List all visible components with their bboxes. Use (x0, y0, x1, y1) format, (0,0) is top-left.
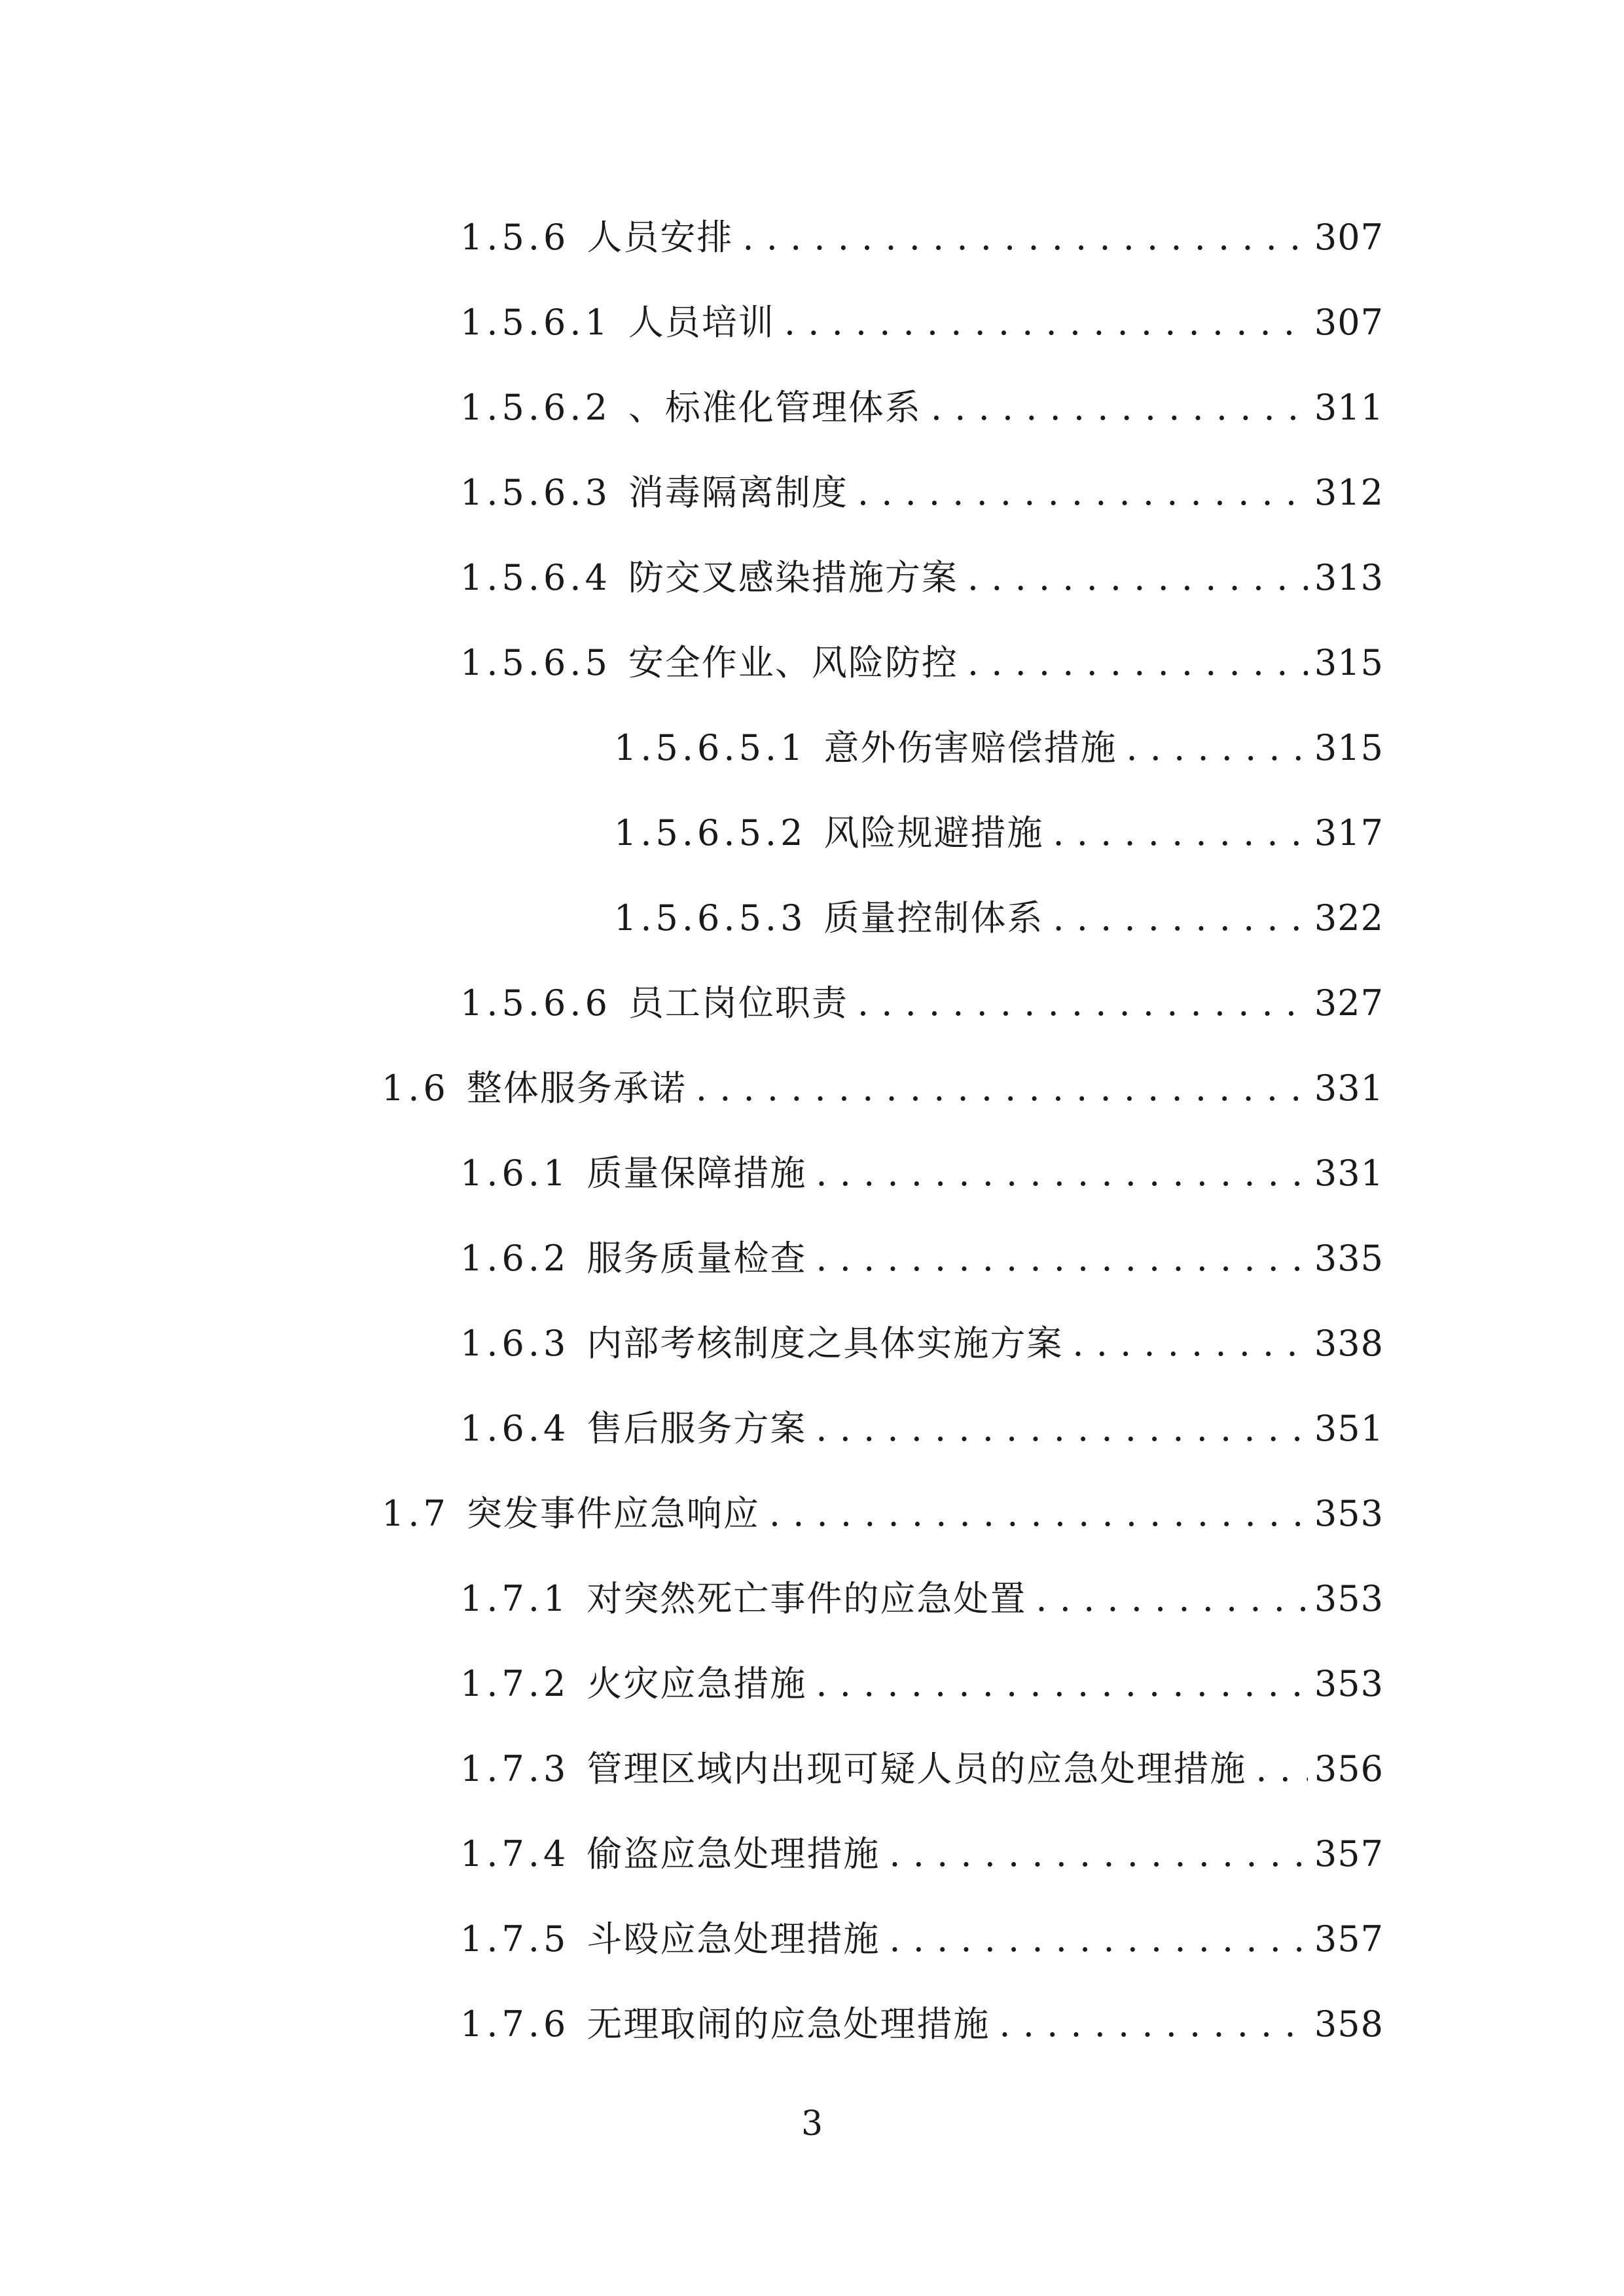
toc-entry-page: 315 (1314, 727, 1384, 768)
toc-entry-page: 358 (1314, 2003, 1384, 2045)
toc-entry[interactable] (614, 889, 1384, 948)
toc-entry-number: 1.5.6.1 (460, 302, 611, 343)
toc-entry-number: 1.7 (382, 1493, 450, 1534)
toc-entry[interactable] (460, 548, 1384, 607)
toc-entry-number: 1.5.6.2 (460, 387, 611, 428)
toc-entry[interactable] (460, 634, 1384, 692)
toc-dot-leader (967, 548, 1308, 607)
toc-entry-title: 管理区域内出现可疑人员的应急处理措施 (586, 1748, 1247, 1789)
toc-entry[interactable] (460, 1144, 1384, 1203)
toc-entry-page: 338 (1314, 1323, 1384, 1364)
toc-entry-page: 331 (1314, 1067, 1384, 1109)
toc-entry-number: 1.7.2 (460, 1663, 570, 1704)
toc-entry-number: 1.7.1 (460, 1578, 570, 1619)
toc-entry-number: 1.5.6.5.3 (614, 897, 807, 939)
toc-entry-title: 质量控制体系 (823, 897, 1044, 939)
toc-entry-page: 322 (1314, 897, 1384, 939)
toc-entry-number: 1.5.6 (460, 217, 570, 258)
toc-entry-page: 353 (1314, 1663, 1384, 1704)
toc-dot-leader (816, 1229, 1308, 1288)
toc-dot-leader (857, 463, 1308, 522)
toc-dot-leader (967, 634, 1308, 692)
toc-dot-leader (931, 378, 1308, 437)
toc-entry[interactable] (460, 1570, 1384, 1628)
toc-entry-number: 1.6.3 (460, 1323, 570, 1364)
toc-entry-title: 防交叉感染措施方案 (628, 557, 958, 598)
toc-entry[interactable] (382, 1484, 1384, 1543)
toc-entry-title: 人员安排 (586, 217, 734, 258)
toc-entry-number: 1.5.6.5 (460, 642, 611, 683)
toc-entry[interactable] (460, 293, 1384, 352)
toc-entry-title: 消毒隔离制度 (628, 472, 848, 513)
toc-entry-number: 1.7.5 (460, 1918, 570, 1960)
toc-dot-leader (889, 1825, 1308, 1884)
toc-dot-leader (816, 1655, 1308, 1713)
toc-entry-number: 1.6 (382, 1067, 450, 1109)
toc-entry-page: 312 (1314, 472, 1384, 513)
toc-dot-leader (816, 1399, 1308, 1458)
toc-entry-number: 1.6.2 (460, 1238, 570, 1279)
toc-entry[interactable] (460, 1314, 1384, 1373)
toc-entry[interactable] (614, 804, 1384, 863)
toc-entry[interactable] (460, 1825, 1384, 1884)
toc-entry-page: 327 (1314, 982, 1384, 1024)
toc-entry-page: 317 (1314, 812, 1384, 853)
toc-entry[interactable] (460, 208, 1384, 267)
toc-entry[interactable] (460, 1910, 1384, 1969)
toc-entry-number: 1.5.6.5.1 (614, 727, 807, 768)
toc-entry[interactable] (460, 1399, 1384, 1458)
toc-entry-title: 无理取闹的应急处理措施 (586, 2003, 990, 2045)
toc-dot-leader (1036, 1570, 1308, 1628)
toc-dot-leader (999, 1995, 1308, 2054)
toc-entry[interactable] (460, 378, 1384, 437)
toc-entry-number: 1.7.6 (460, 2003, 570, 2045)
toc-entry-title: 偷盗应急处理措施 (586, 1833, 880, 1874)
toc-entry[interactable] (460, 1740, 1384, 1799)
toc-entry-title: 内部考核制度之具体实施方案 (586, 1323, 1064, 1364)
toc-entry-title: 斗殴应急处理措施 (586, 1918, 880, 1960)
toc-dot-leader (696, 1059, 1308, 1118)
toc-entry-title: 安全作业、风险防控 (628, 642, 958, 683)
toc-entry-page: 315 (1314, 642, 1384, 683)
toc-entry-page: 313 (1314, 557, 1384, 598)
toc-dot-leader (1072, 1314, 1308, 1373)
toc-entry-title: 火灾应急措施 (586, 1663, 807, 1704)
toc-dot-leader (1126, 719, 1307, 778)
toc-entry-title: 突发事件应急响应 (466, 1493, 760, 1534)
toc-dot-leader (889, 1910, 1308, 1969)
toc-entry-number: 1.5.6.4 (460, 557, 611, 598)
toc-dot-leader (1053, 804, 1307, 863)
toc-entry-page: 353 (1314, 1493, 1384, 1534)
toc-entry-title: 员工岗位职责 (628, 982, 848, 1024)
toc-entry-title: 整体服务承诺 (466, 1067, 687, 1109)
toc-dot-leader (816, 1144, 1308, 1203)
toc-entry-page: 357 (1314, 1833, 1384, 1874)
toc-entry[interactable] (460, 974, 1384, 1033)
toc-entry[interactable] (382, 1059, 1384, 1118)
toc-dot-leader (769, 1484, 1308, 1543)
toc-entry-title: 、标准化管理体系 (628, 387, 922, 428)
toc-entry[interactable] (460, 1229, 1384, 1288)
toc-entry[interactable] (460, 1655, 1384, 1713)
toc-entry-page: 335 (1314, 1238, 1384, 1279)
toc-entry-title: 意外伤害赔偿措施 (823, 727, 1117, 768)
toc-dot-leader (857, 974, 1308, 1033)
toc-dot-leader (742, 208, 1308, 267)
toc-entry-page: 307 (1314, 302, 1384, 343)
toc-entry-number: 1.5.6.6 (460, 982, 611, 1024)
toc-entry-title: 质量保障措施 (586, 1153, 807, 1194)
toc-entry-page: 357 (1314, 1918, 1384, 1960)
toc-entry-title: 风险规避措施 (823, 812, 1044, 853)
toc-dot-leader (784, 293, 1308, 352)
toc-entry-number: 1.7.4 (460, 1833, 570, 1874)
toc-entry-number: 1.6.4 (460, 1408, 570, 1449)
toc-entry-number: 1.6.1 (460, 1153, 570, 1194)
toc-entry-page: 353 (1314, 1578, 1384, 1619)
toc-entry-number: 1.5.6.3 (460, 472, 611, 513)
toc-entry-page: 356 (1314, 1748, 1384, 1789)
toc-entry-number: 1.5.6.5.2 (614, 812, 807, 853)
toc-entry-page: 311 (1314, 387, 1384, 428)
toc-entry-title: 服务质量检查 (586, 1238, 807, 1279)
toc-entry[interactable] (614, 719, 1384, 778)
toc-entry-page: 331 (1314, 1153, 1384, 1194)
toc-dot-leader (1255, 1740, 1308, 1799)
toc-entry-title: 对突然死亡事件的应急处置 (586, 1578, 1027, 1619)
toc-entry-title: 人员培训 (628, 302, 775, 343)
toc-entry-page: 351 (1314, 1408, 1384, 1449)
toc-entry-title: 售后服务方案 (586, 1408, 807, 1449)
toc-entry[interactable] (460, 1995, 1384, 2054)
toc-dot-leader (1053, 889, 1307, 948)
toc-entry-page: 307 (1314, 217, 1384, 258)
toc-entry-number: 1.7.3 (460, 1748, 570, 1789)
toc-entry[interactable] (460, 463, 1384, 522)
page-number: 3 (801, 2104, 823, 2144)
